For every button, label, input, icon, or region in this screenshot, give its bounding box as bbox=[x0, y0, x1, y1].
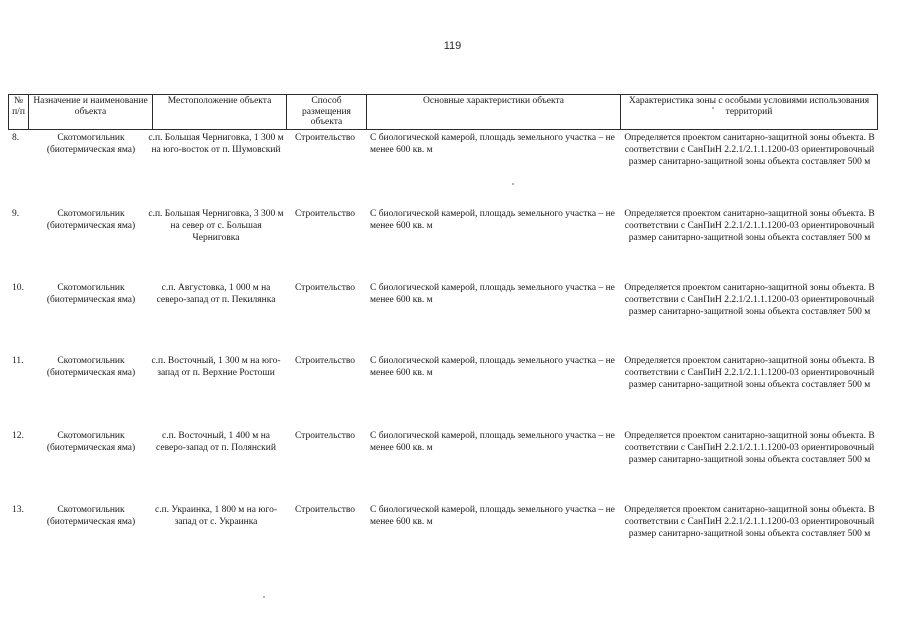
row-characteristics: С биологической камерой, площадь земельного участка – не менее 600 кв. м bbox=[370, 356, 615, 378]
header-location: Местоположение объекта bbox=[153, 95, 287, 130]
row-name: Скотомогильник (биотермическая яма) bbox=[46, 133, 136, 155]
row-method: Строительство bbox=[294, 209, 356, 219]
row-number: 10. bbox=[12, 283, 24, 293]
row-method: Строительство bbox=[294, 133, 356, 143]
header-zone: Характеристика зоны с особыми условиями использования территорий bbox=[621, 95, 878, 130]
row-number: 11. bbox=[12, 356, 24, 366]
row-zone: Определяется проектом санитарно-защитной зоны объекта. В соответствии с СанПиН 2.2.1/2.1.1.1200-03 ориентировочный размер санитарно-защитной зоны объекта составляет 500 м bbox=[624, 356, 875, 390]
row-characteristics: С биологической камерой, площадь земельного участка – не менее 600 кв. м bbox=[370, 283, 615, 305]
row-zone: Определяется проектом санитарно-защитной зоны объекта. В соответствии с СанПиН 2.2.1/2.1.1.1200-03 ориентировочный размер санитарно-защитной зоны объекта составляет 500 м bbox=[624, 209, 875, 243]
header-name: Назначение и наименование объекта bbox=[29, 95, 153, 130]
row-location: с.п. Большая Черниговка, 3 300 м на север от с. Большая Черниговка bbox=[148, 209, 284, 243]
header-characteristics: Основные характеристики объекта bbox=[367, 95, 621, 130]
row-zone: Определяется проектом санитарно-защитной зоны объекта. В соответствии с СанПиН 2.2.1/2.1.1.1200-03 ориентировочный размер санитарно-защитной зоны объекта составляет 500 м bbox=[624, 431, 875, 465]
row-characteristics: С биологической камерой, площадь земельного участка – не менее 600 кв. м bbox=[370, 431, 615, 453]
table-header bbox=[8, 94, 878, 130]
row-location: с.п. Августовка, 1 000 м на северо-запад от п. Пекилянка bbox=[156, 283, 276, 305]
row-location: с.п. Восточный, 1 300 м на юго-запад от п. Верхние Ростоши bbox=[151, 356, 281, 378]
row-method: Строительство bbox=[294, 283, 356, 293]
row-location: с.п. Большая Черниговка, 1 300 м на юго-восток от п. Шумовский bbox=[148, 133, 284, 155]
row-characteristics: С биологической камерой, площадь земельного участка – не менее 600 кв. м bbox=[370, 209, 615, 231]
row-characteristics: С биологической камерой, площадь земельного участка – не менее 600 кв. м bbox=[370, 505, 615, 527]
row-method: Строительство bbox=[294, 356, 356, 366]
row-location: с.п. Украинка, 1 800 м на юго-запад от с. Украинка bbox=[155, 505, 277, 527]
row-number: 13. bbox=[12, 505, 24, 515]
scan-speck bbox=[712, 107, 714, 109]
row-name: Скотомогильник (биотермическая яма) bbox=[46, 283, 136, 305]
row-characteristics: С биологической камерой, площадь земельного участка – не менее 600 кв. м bbox=[370, 133, 615, 155]
page-number: 119 bbox=[443, 40, 462, 52]
row-zone: Определяется проектом санитарно-защитной зоны объекта. В соответствии с СанПиН 2.2.1/2.1.1.1200-03 ориентировочный размер санитарно-защитной зоны объекта составляет 500 м bbox=[624, 505, 875, 539]
row-location: с.п. Восточный, 1 400 м на северо-запад от п. Полянский bbox=[156, 431, 276, 453]
row-number: 12. bbox=[12, 431, 24, 441]
header-method: Способ размещения объекта bbox=[287, 95, 367, 130]
scan-speck bbox=[263, 596, 265, 598]
row-name: Скотомогильник (биотермическая яма) bbox=[46, 505, 136, 527]
scan-speck bbox=[512, 183, 514, 185]
header-number: № п/п bbox=[9, 95, 29, 130]
row-method: Строительство bbox=[294, 505, 356, 515]
row-number: 9. bbox=[12, 209, 20, 219]
row-number: 8. bbox=[12, 133, 20, 143]
row-method: Строительство bbox=[294, 431, 356, 441]
row-name: Скотомогильник (биотермическая яма) bbox=[46, 431, 136, 453]
row-zone: Определяется проектом санитарно-защитной зоны объекта. В соответствии с СанПиН 2.2.1/2.1.1.1200-03 ориентировочный размер санитарно-защитной зоны объекта составляет 500 м bbox=[624, 283, 875, 317]
row-name: Скотомогильник (биотермическая яма) bbox=[46, 209, 136, 231]
row-zone: Определяется проектом санитарно-защитной зоны объекта. В соответствии с СанПиН 2.2.1/2.1.1.1200-03 ориентировочный размер санитарно-защитной зоны объекта составляет 500 м bbox=[624, 133, 875, 167]
row-name: Скотомогильник (биотермическая яма) bbox=[46, 356, 136, 378]
